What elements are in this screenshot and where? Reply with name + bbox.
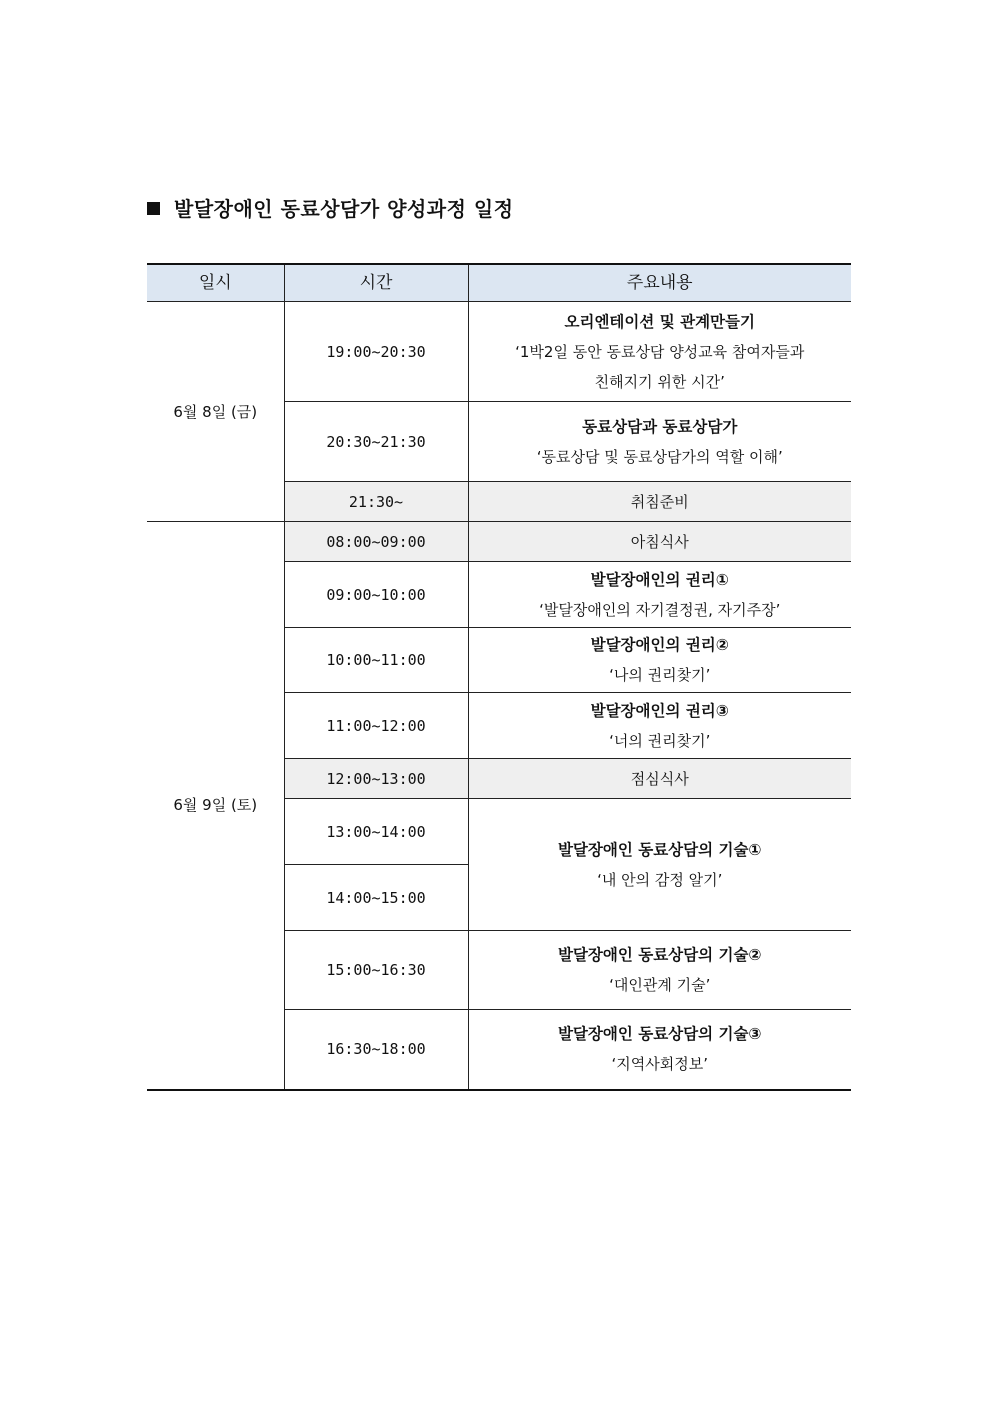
content-cell xyxy=(468,562,851,628)
header-date: 일시 xyxy=(147,264,284,302)
time-cell: 09:00~10:00 xyxy=(284,562,468,628)
time-cell: 13:00~14:00 xyxy=(284,799,468,865)
session-description: ‘지역사회정보’ xyxy=(611,1055,708,1074)
session-title: 발달장애인 동료상담의 기술① xyxy=(557,840,762,859)
session-description: ‘동료상담 및 동료상담가의 역할 이해’ xyxy=(536,447,783,466)
session-description: ‘1박2일 동안 동료상담 양성교육 참여자들과 xyxy=(515,342,805,361)
table-header-row xyxy=(147,264,851,302)
session-title: 발달장애인 동료상담의 기술② xyxy=(557,946,762,964)
session-description: ‘내 안의 감정 알기’ xyxy=(597,870,723,889)
header-time: 시간 xyxy=(284,264,468,302)
session-description: ‘너의 권리찾기’ xyxy=(609,731,711,750)
heading-title: 발달장애인 동료상담가 양성과정 일정 xyxy=(174,197,514,221)
session-title: 동료상담과 동료상담가 xyxy=(582,417,738,436)
square-bullet-icon xyxy=(147,202,160,215)
time-cell: 15:00~16:30 xyxy=(284,931,468,1010)
time-cell: 21:30~ xyxy=(284,482,468,522)
session-description: ‘대인관계 기술’ xyxy=(609,976,711,994)
date-cell-day1: 6월 8일 (금) xyxy=(147,302,284,522)
schedule-table xyxy=(147,263,851,1091)
content-cell xyxy=(468,302,851,402)
time-cell: 16:30~18:00 xyxy=(284,1010,468,1090)
session-title: 발달장애인 동료상담의 기술③ xyxy=(557,1025,762,1044)
session-description: ‘발달장애인의 자기결정권, 자기주장’ xyxy=(539,600,781,619)
session-title: 발달장애인의 권리① xyxy=(590,570,729,589)
time-cell: 12:00~13:00 xyxy=(284,759,468,799)
session-description-cont: 친해지기 위한 시간’ xyxy=(594,372,725,391)
content-cell xyxy=(468,1010,851,1090)
date-cell-day2: 6월 9일 (토) xyxy=(147,522,284,1090)
table-row xyxy=(147,522,851,562)
content-cell: 점심식사 xyxy=(468,759,851,799)
session-title: 발달장애인의 권리③ xyxy=(590,701,729,720)
time-cell: 10:00~11:00 xyxy=(284,628,468,693)
time-cell: 14:00~15:00 xyxy=(284,865,468,931)
session-title: 오리엔테이션 및 관계만들기 xyxy=(564,312,755,331)
page-heading xyxy=(147,193,514,222)
table-row xyxy=(147,302,851,402)
session-title: 발달장애인의 권리② xyxy=(590,636,729,654)
content-cell: 아침식사 xyxy=(468,522,851,562)
content-cell xyxy=(468,402,851,482)
content-cell: 취침준비 xyxy=(468,482,851,522)
time-cell: 20:30~21:30 xyxy=(284,402,468,482)
session-description: ‘나의 권리찾기’ xyxy=(609,666,711,684)
time-cell: 08:00~09:00 xyxy=(284,522,468,562)
time-cell: 19:00~20:30 xyxy=(284,302,468,402)
content-cell xyxy=(468,931,851,1010)
time-cell: 11:00~12:00 xyxy=(284,693,468,759)
content-cell xyxy=(468,693,851,759)
header-content: 주요내용 xyxy=(468,264,851,302)
content-cell xyxy=(468,628,851,693)
content-cell xyxy=(468,799,851,931)
